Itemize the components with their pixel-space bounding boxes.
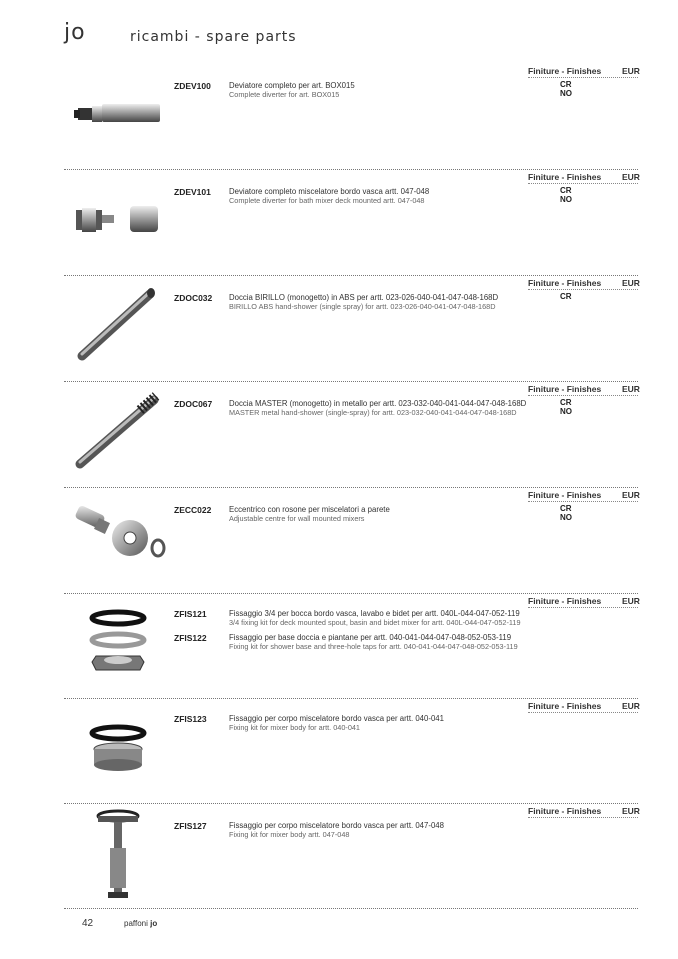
currency-label: EUR: [622, 172, 640, 182]
hand-shower-icon: [68, 286, 168, 366]
description-italian: Fissaggio 3/4 per bocca bordo vasca, lavabo e bidet per artt. 040L-044-047-052-119: [229, 609, 520, 618]
product-section-zdoc032: [0, 278, 678, 383]
product-code: ZDOC067: [174, 399, 213, 409]
footer-brand-text: paffoni: [124, 919, 148, 928]
metal-hand-shower-icon: [68, 392, 168, 472]
description-english: Complete diverter for bath mixer deck mounted artt. 047-048: [229, 196, 425, 205]
product-code: ZFIS122: [174, 633, 207, 643]
finishes-divider: [528, 77, 638, 78]
section-divider: [64, 169, 638, 170]
currency-label: EUR: [622, 66, 640, 76]
finish-code: NO: [560, 407, 572, 416]
finish-code: NO: [560, 89, 572, 98]
finish-code: CR: [560, 398, 572, 407]
product-section-zfis127: [0, 806, 678, 911]
section-divider: [64, 803, 638, 804]
page-title: ricambi - spare parts: [130, 29, 297, 45]
product-code: ZFIS123: [174, 714, 207, 724]
product-code: ZFIS121: [174, 609, 207, 619]
description-italian: Deviatore completo per art. BOX015: [229, 81, 355, 90]
mixer-body-rod-icon: [68, 808, 168, 900]
finish-list: [560, 398, 572, 416]
product-code: ZDOC032: [174, 293, 213, 303]
finish-code: CR: [560, 80, 572, 89]
footer-brand: [124, 919, 157, 928]
section-divider: [64, 487, 638, 488]
description-italian: Fissaggio per corpo miscelatore bordo vasca per artt. 040-041: [229, 714, 444, 723]
description-english: Complete diverter for art. BOX015: [229, 90, 340, 99]
section-divider: [64, 908, 638, 909]
product-section-zfis121: [0, 596, 678, 701]
currency-label: EUR: [622, 701, 640, 711]
description-italian: Fissaggio per corpo miscelatore bordo vasca per artt. 047-048: [229, 821, 444, 830]
mixer-body-fixing-icon: [68, 723, 168, 773]
finish-list: [560, 186, 572, 204]
product-code: ZFIS127: [174, 821, 207, 831]
description-english: 3/4 fixing kit for deck mounted spout, basin and bidet mixer for artt. 040L-044-047-052-119: [229, 618, 521, 627]
description-english: Fixing kit for mixer body artt. 047-048: [229, 830, 350, 839]
finishes-label: Finiture - Finishes: [528, 490, 602, 500]
description-italian: Deviatore completo miscelatore bordo vasca artt. 047-048: [229, 187, 430, 196]
section-divider: [64, 593, 638, 594]
product-section-zfis123: [0, 701, 678, 806]
product-code: ZECC022: [174, 505, 212, 515]
description-italian: Doccia BIRILLO (monogetto) in ABS per artt. 023-026-040-041-047-048-168D: [229, 293, 499, 302]
finishes-divider: [528, 395, 638, 396]
finishes-divider: [528, 289, 638, 290]
product-code: ZDEV100: [174, 81, 211, 91]
finish-list: [560, 80, 572, 98]
section-divider: [64, 698, 638, 699]
product-code: ZDEV101: [174, 187, 211, 197]
finishes-label: Finiture - Finishes: [528, 384, 602, 394]
finishes-label: Finiture - Finishes: [528, 806, 602, 816]
description-english: Fixing kit for shower base and three-hole taps for artt. 040-041-044-047-048-052-053-119: [229, 642, 518, 651]
description-italian: Eccentrico con rosone per miscelatori a parete: [229, 505, 390, 514]
finish-code: CR: [560, 292, 572, 301]
finishes-label: Finiture - Finishes: [528, 701, 602, 711]
currency-label: EUR: [622, 278, 640, 288]
product-section-zdev101: [0, 172, 678, 277]
finish-code: CR: [560, 186, 572, 195]
page-number: 42: [82, 918, 94, 929]
finish-list: [560, 504, 572, 522]
diverter-cap-icon: [68, 202, 168, 236]
brand-logo: jo: [64, 20, 86, 45]
description-english: Adjustable centre for wall mounted mixers: [229, 514, 365, 523]
description-italian: Doccia MASTER (monogetto) in metallo per artt. 023-032-040-041-044-047-048-168D: [229, 399, 527, 408]
finishes-divider: [528, 607, 638, 608]
currency-label: EUR: [622, 596, 640, 606]
finishes-label: Finiture - Finishes: [528, 66, 602, 76]
description-italian: Fissaggio per base doccia e piantane per artt. 040-041-044-047-048-052-053-119: [229, 633, 512, 642]
finishes-divider: [528, 712, 638, 713]
finish-code: NO: [560, 513, 572, 522]
description-english: MASTER metal hand-shower (single-spray) for artt. 023-032-040-041-044-047-048-168D: [229, 408, 517, 417]
section-divider: [64, 381, 638, 382]
finishes-divider: [528, 817, 638, 818]
product-section-zecc022: [0, 490, 678, 595]
currency-label: EUR: [622, 490, 640, 500]
finish-code: CR: [560, 504, 572, 513]
diverter-icon: [68, 96, 168, 132]
finishes-divider: [528, 501, 638, 502]
description-english: BIRILLO ABS hand-shower (single spray) for artt. 023-026-040-041-047-048-168D: [229, 302, 496, 311]
finish-code: NO: [560, 195, 572, 204]
finishes-divider: [528, 183, 638, 184]
currency-label: EUR: [622, 384, 640, 394]
currency-label: EUR: [622, 806, 640, 816]
fixing-kit-icon: [68, 608, 168, 672]
description-english: Fixing kit for mixer body for artt. 040-041: [229, 723, 360, 732]
product-section-zdoc067: [0, 384, 678, 489]
footer-brand-bold: jo: [150, 919, 158, 928]
eccentric-rosette-icon: [68, 502, 168, 562]
finishes-label: Finiture - Finishes: [528, 596, 602, 606]
finishes-label: Finiture - Finishes: [528, 278, 602, 288]
product-section-zdev100: [0, 66, 678, 171]
finishes-label: Finiture - Finishes: [528, 172, 602, 182]
section-divider: [64, 275, 638, 276]
finish-list: [560, 292, 572, 301]
